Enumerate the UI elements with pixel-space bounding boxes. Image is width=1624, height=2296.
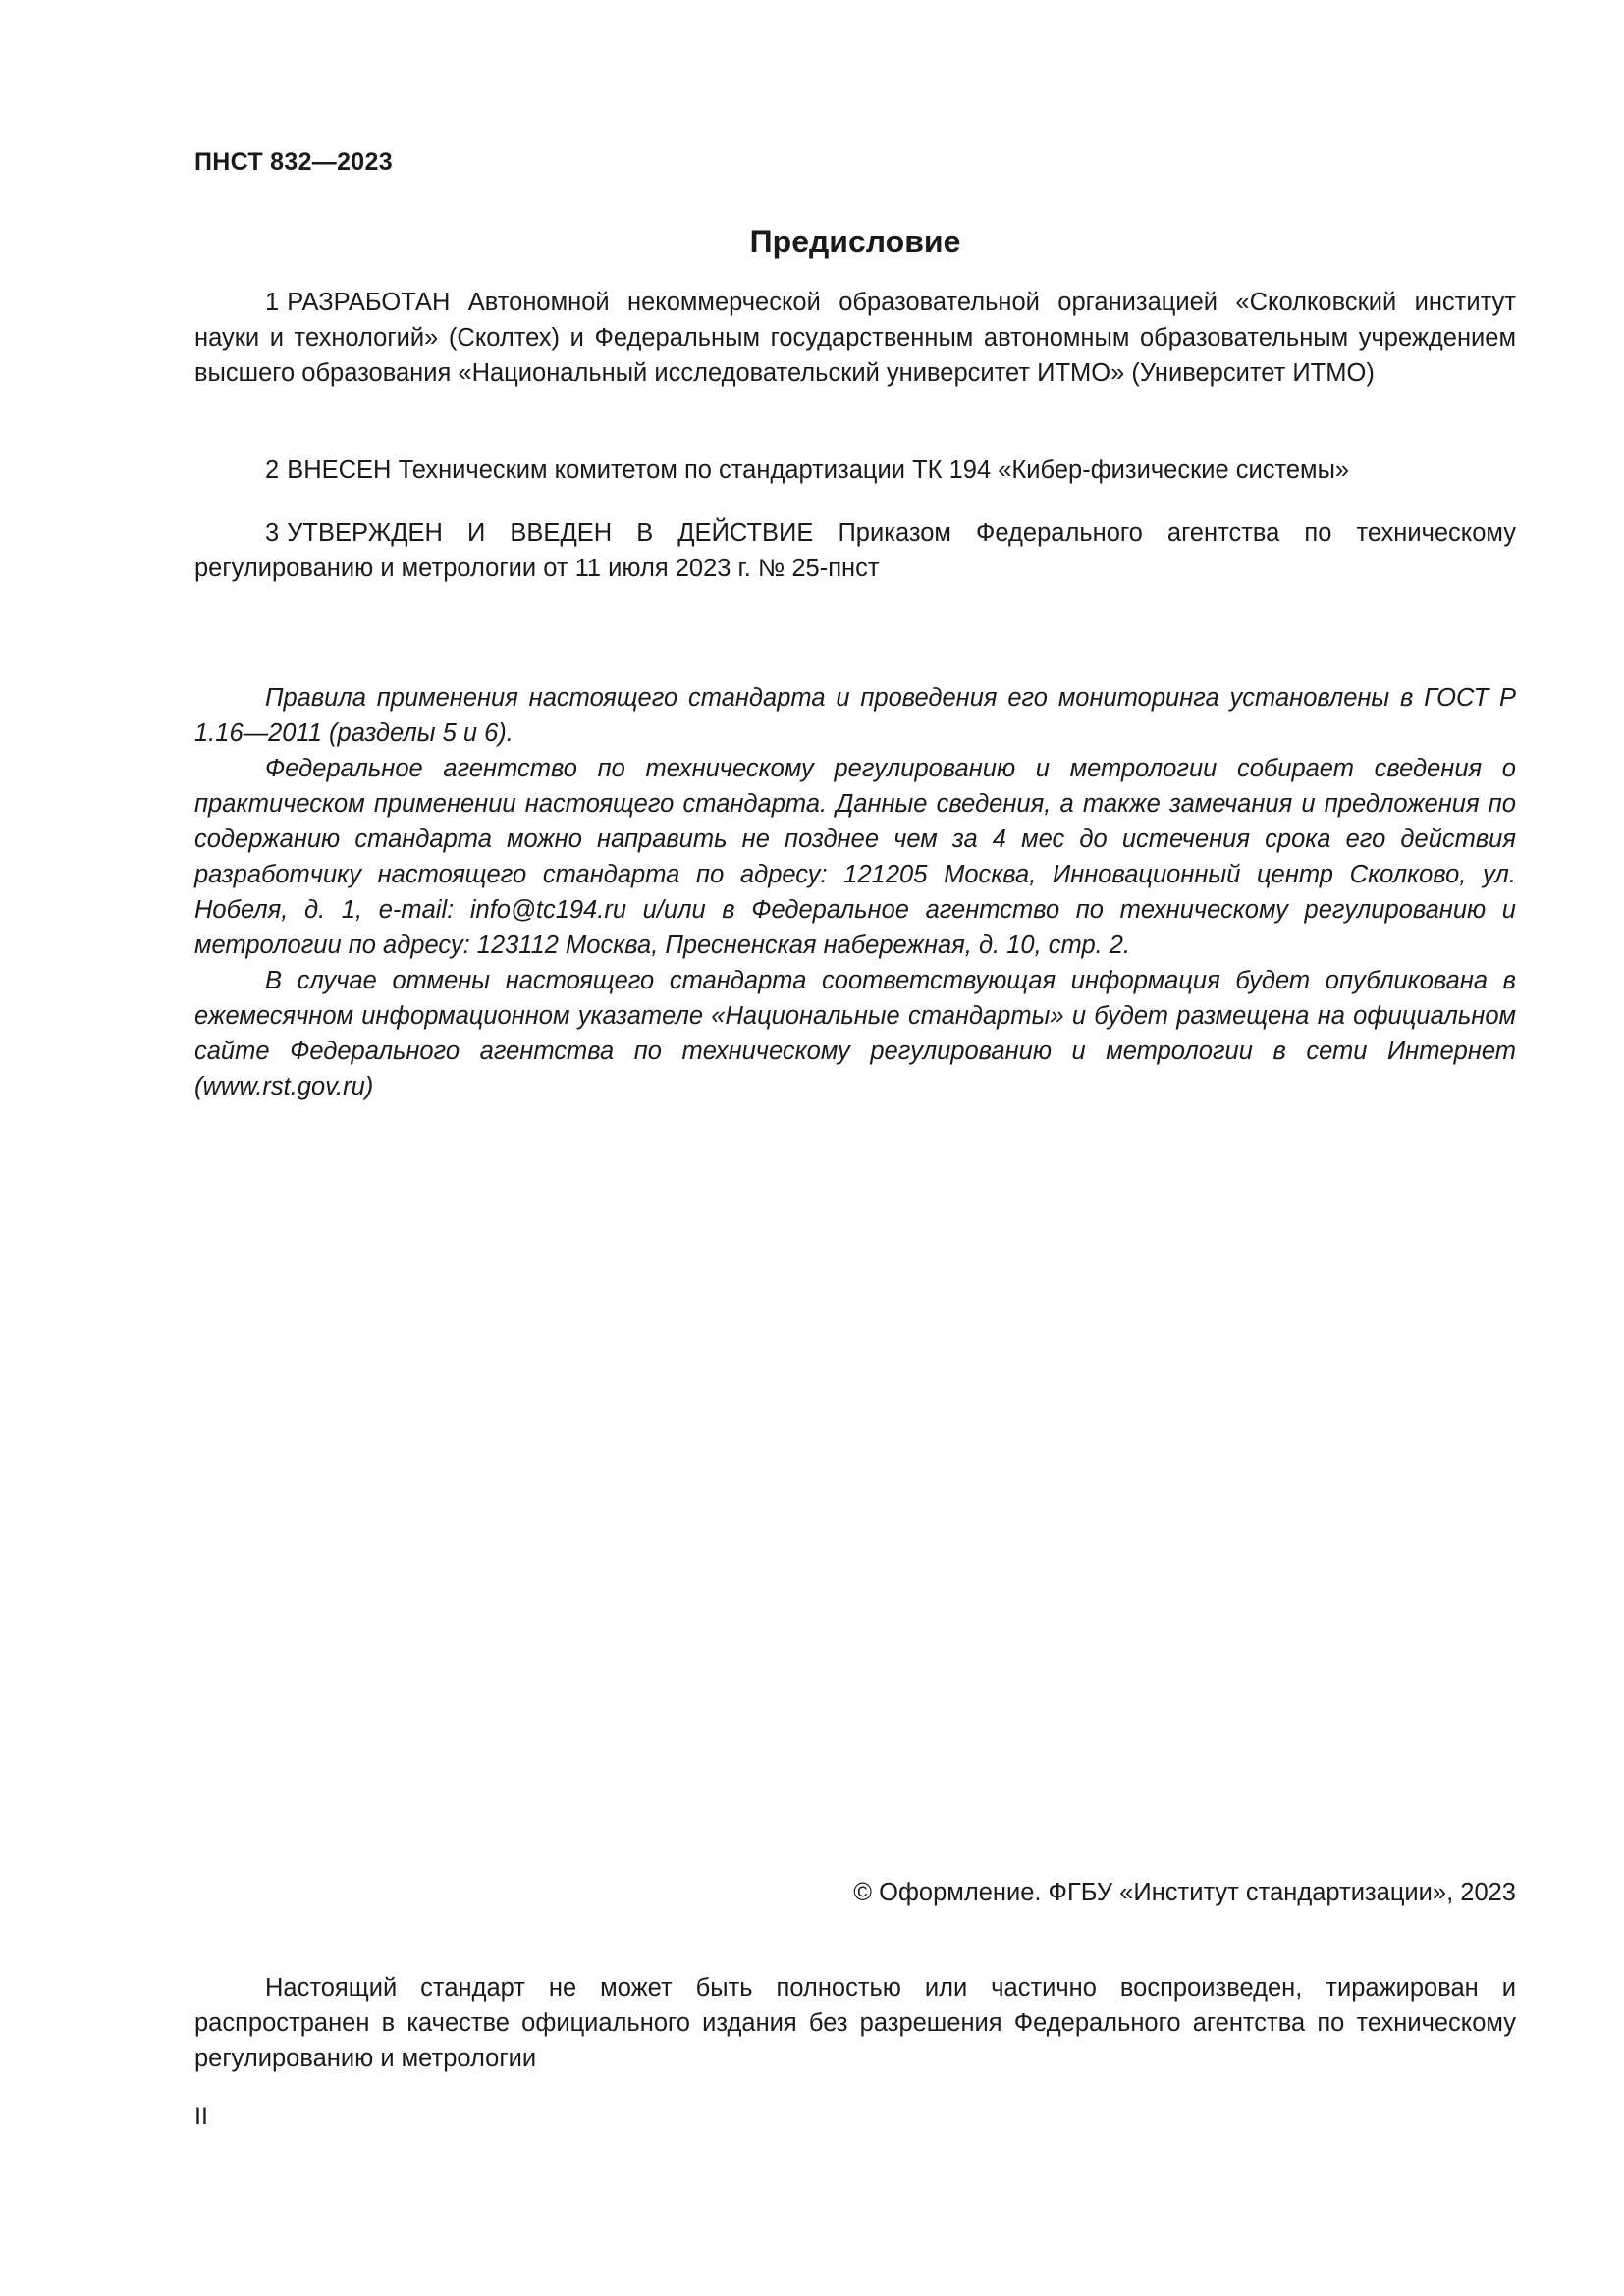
- item-number: 1: [265, 289, 280, 316]
- foreword-item-2: [194, 453, 1516, 488]
- item-text: Техническим комитетом по стандартизации ТК 194 «Кибер-физические системы»: [398, 456, 1350, 484]
- copyright-line: © Оформление. ФГБУ «Институт стандартизации», 2023: [853, 1879, 1516, 1906]
- page-number: II: [194, 2103, 208, 2130]
- foreword-item-3: [194, 515, 1516, 586]
- usage-notes: [194, 680, 1516, 1104]
- item-keyword: РАЗРАБОТАН: [287, 289, 451, 316]
- item-text: Автономной некоммерческой образовательной организацией «Сколковский институт науки и технологий» (Сколтех) и Федеральным государственным автономным образовательным учреждением высшего образования «Национальный исследовательский университет ИТМО» (Университет ИТМО): [194, 289, 1516, 387]
- document-id: ПНСТ 832—2023: [194, 148, 393, 176]
- item-keyword: ВНЕСЕН: [287, 456, 392, 484]
- item-text: Приказом Федерального агентства по техническому регулированию и метрологии от 11 июля 2023 г. № 25-пнст: [194, 519, 1516, 582]
- item-number: 2: [265, 456, 280, 484]
- note-paragraph: Правила применения настоящего стандарта и проведения его мониторинга установлены в ГОСТ Р 1.16—2011 (разделы 5 и 6).: [194, 684, 1516, 747]
- reproduction-notice: [194, 1970, 1516, 2076]
- foreword-item-1: [194, 285, 1516, 391]
- note-paragraph: Федеральное агентство по техническому регулированию и метрологии собирает сведения о практическом применении настоящего стандарта. Данные сведения, а также замечания и предложения по содержанию стандарта можно направить не позднее чем за 4 мес до истечения срока его действия разработчику настоящего стандарта по адресу: 121205 Москва, Инновационный центр Сколково, ул. Нобеля, д. 1, e-mail: info@tc194.ru и/или в Федеральное агентство по техническому регулированию и метрологии по адресу: 123112 Москва, Пресненская набережная, д. 10, стр. 2.: [194, 755, 1516, 959]
- item-number: 3: [265, 519, 280, 547]
- item-keyword: УТВЕРЖДЕН И ВВЕДЕН В ДЕЙСТВИЕ: [287, 519, 814, 547]
- notice-text: Настоящий стандарт не может быть полностью или частично воспроизведен, тиражирован и распространен в качестве официального издания без разрешения Федерального агентства по техническому регулированию и метрологии: [194, 1974, 1516, 2072]
- note-paragraph: В случае отмены настоящего стандарта соответствующая информация будет опубликована в ежемесячном информационном указателе «Национальные стандарты» и будет размещена на официальном сайте Федерального агентства по техническому регулированию и метрологии в сети Интернет (www.rst.gov.ru): [194, 967, 1516, 1100]
- page-title: Предисловие: [749, 224, 961, 259]
